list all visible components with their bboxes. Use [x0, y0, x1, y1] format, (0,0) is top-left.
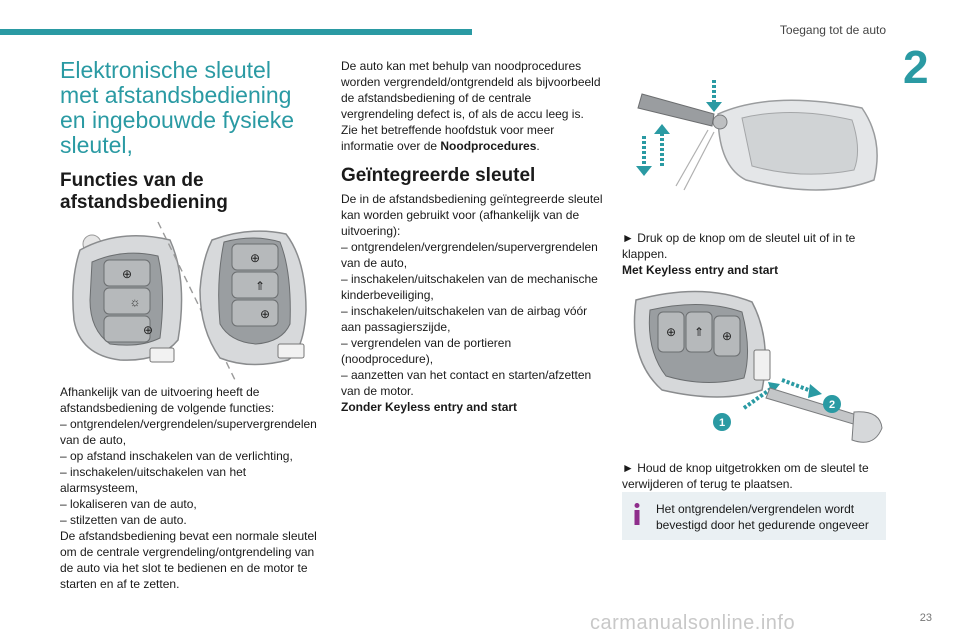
integrated-key-text: [341, 191, 603, 415]
subheading-with-keyless: Met Keyless entry and start: [622, 263, 779, 277]
list-item: – inschakelen/uitschakelen van de mechanische kinderbeveiliging,: [341, 272, 598, 302]
section-heading-integrated-key: Geïntegreerde sleutel: [341, 165, 536, 186]
svg-text:⊕: ⊕: [249, 251, 261, 265]
remote-functions-text: [60, 384, 322, 592]
keyless-key-illustration: [622, 280, 886, 455]
svg-text:⇑: ⇑: [254, 279, 266, 293]
running-head: Toegang tot de auto: [779, 23, 886, 37]
list-item: – aanzetten van het contact en starten/afzetten van de motor.: [341, 368, 592, 398]
step-remove: ► Houd de knop uitgetrokken om de sleutel te verwijderen of terug te plaatsen.: [622, 461, 869, 491]
list-item: – inschakelen/uitschakelen van de airbag vóór aan passagierszijde,: [341, 304, 588, 334]
svg-text:⊕: ⊕: [665, 325, 677, 339]
svg-text:⊕: ⊕: [721, 329, 733, 343]
header-accent-bar: [0, 29, 472, 35]
svg-text:⊕: ⊕: [259, 307, 271, 321]
remote-functions-intro: Afhankelijk van de uitvoering heeft de afstandsbediening de volgende functies:: [60, 385, 275, 415]
press-arrow-icon: [706, 80, 722, 112]
svg-text:⊕: ⊕: [121, 267, 133, 281]
list-item: – stilzetten van de auto.: [60, 513, 187, 527]
list-item: – vergrendelen van de portieren (noodprocedure),: [341, 336, 512, 366]
svg-text:☼: ☼: [129, 295, 141, 309]
svg-text:⊕: ⊕: [142, 323, 154, 337]
remote-keys-illustration: [60, 220, 322, 385]
info-text: Het ontgrendelen/vergrendelen wordt bevestigd door het gedurende ongeveer: [656, 502, 869, 532]
page-title: Elektronische sleutel met afstandsbediening en ingebouwde fysieke sleutel,: [60, 57, 294, 158]
section-heading-remote-functions: Functies van de afstandsbediening: [60, 170, 228, 213]
key-fob-open: [638, 94, 877, 190]
emergency-procedures-link: Noodprocedures: [440, 139, 537, 153]
key-fob-left: [73, 235, 182, 362]
list-item: – ontgrendelen/vergrendelen/supervergrendelen van de auto,: [341, 240, 598, 270]
fold-arrow-icon: [636, 124, 670, 176]
subheading-without-keyless: Zonder Keyless entry and start: [341, 400, 518, 414]
list-item: – lokaliseren van de auto,: [60, 497, 197, 511]
callout-1-label: 1: [718, 417, 726, 429]
key-fob-right: [200, 231, 306, 364]
watermark: carmanualsonline.info: [590, 612, 796, 634]
fold-instruction: [622, 230, 886, 278]
callout-2: [823, 395, 841, 413]
list-item: – ontgrendelen/vergrendelen/supervergrendelen van de auto,: [60, 417, 317, 447]
remote-functions-closing: De afstandsbediening bevat een normale sleutel om de centrale vergrendeling/ontgrendeling van de auto via het slot te bedienen en de motor te starten en af te zetten.: [60, 529, 317, 591]
list-item: – op afstand inschakelen van de verlichting,: [60, 449, 293, 463]
step-fold: ► Druk op de knop om de sleutel uit of in te klappen.: [622, 231, 856, 261]
chapter-number: 2: [903, 41, 929, 93]
callout-1: [713, 413, 731, 431]
integrated-key-intro: De in de afstandsbediening geïntegreerde sleutel kan worden gebruikt voor (afhankelijk van de uitvoering):: [341, 192, 603, 238]
callout-2-label: 2: [828, 399, 836, 411]
svg-text:⇑: ⇑: [693, 325, 705, 339]
mechanical-key-blade: [766, 388, 882, 442]
folding-key-illustration: [622, 70, 886, 220]
keyless-fob: [634, 291, 770, 397]
remove-instruction: [622, 460, 886, 492]
list-item: – inschakelen/uitschakelen van het alarmsysteem,: [60, 465, 247, 495]
emergency-intro: De auto kan met behulp van noodprocedures worden vergrendeld/ontgrendeld als bijvoorbeeld de afstandsbediening of de centrale vergrendeling defect is, of als de accu leeg is. Zie het betreffende hoofdstuk voor meer informatie over de: [341, 59, 601, 153]
emergency-intro-end: .: [536, 139, 540, 153]
page-number: 23: [919, 612, 932, 624]
emergency-procedures-text: [341, 58, 603, 154]
info-icon: [634, 503, 640, 525]
